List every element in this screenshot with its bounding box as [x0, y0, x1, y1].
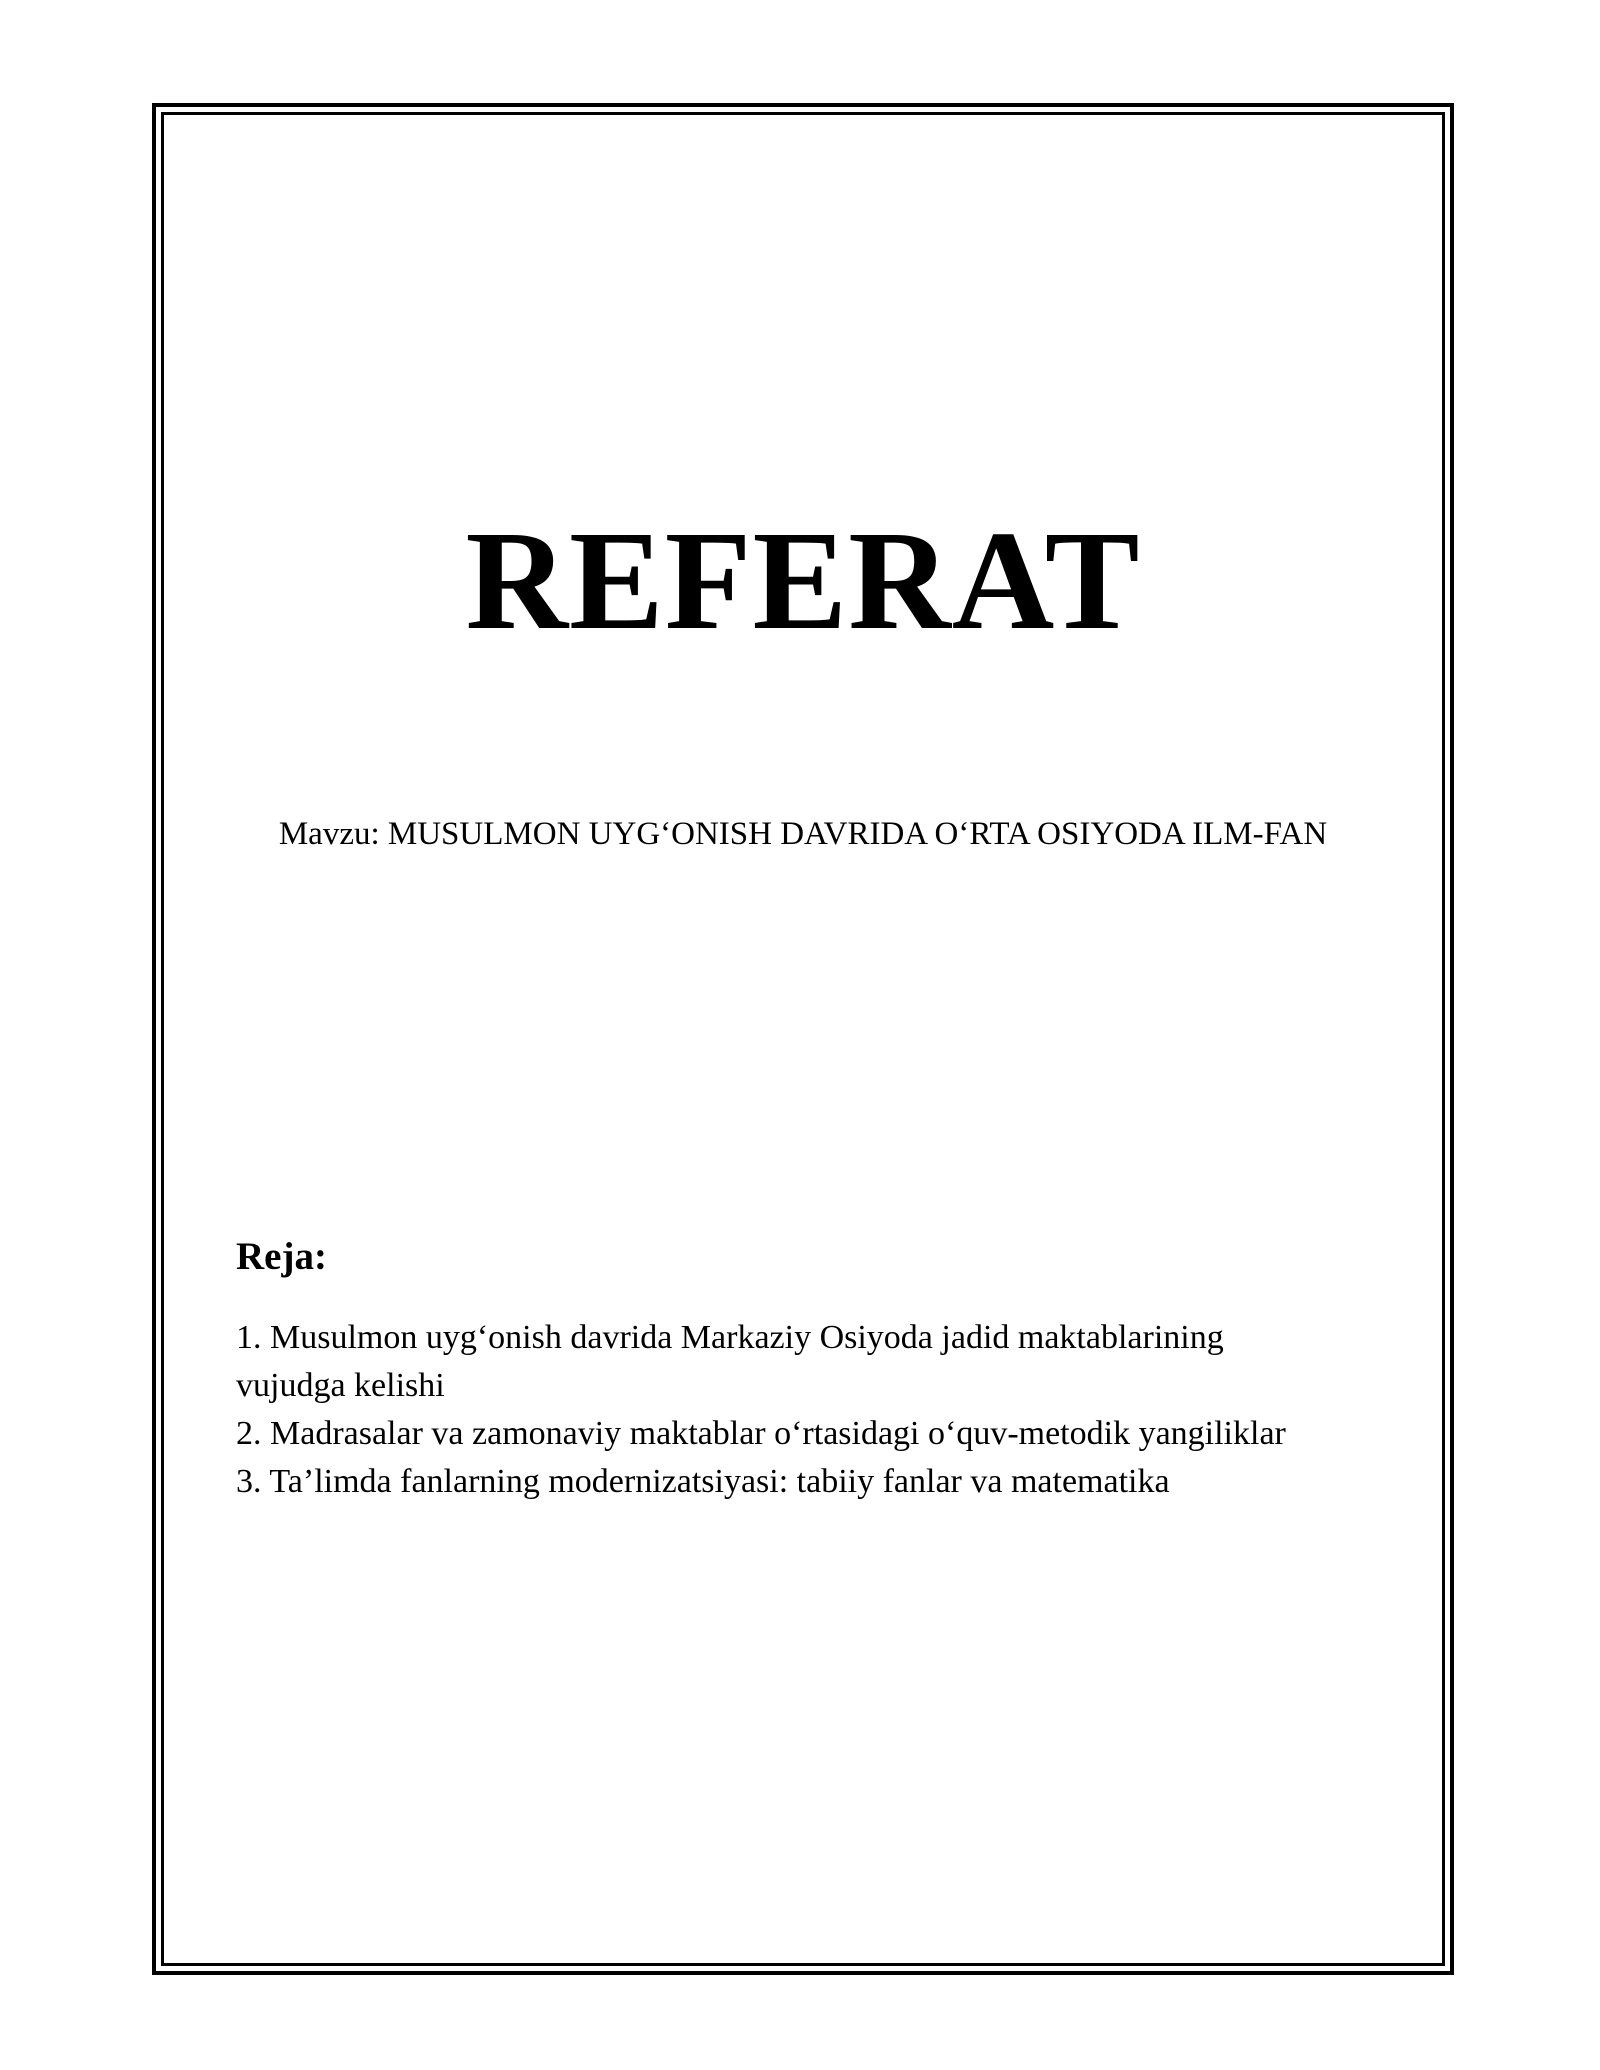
plan-list	[236, 1314, 1336, 1506]
page-border-inner	[161, 112, 1445, 1966]
plan-item: 1. Musulmon uyg‘onish davrida Markaziy Osiyoda jadid maktablarining vujudga kelishi	[236, 1319, 1224, 1404]
plan-item: 3. Ta’limda fanlarning modernizatsiyasi: tabiiy fanlar va matematika	[236, 1463, 1170, 1500]
plan-heading: Reja:	[236, 1235, 327, 1278]
document-title: REFERAT	[465, 501, 1141, 659]
document-topic: Mavzu: MUSULMON UYG‘ONISH DAVRIDA O‘RTA OSIYODA ILM-FAN	[278, 816, 1328, 852]
plan-item: 2. Madrasalar va zamonaviy maktablar o‘rtasidagi o‘quv-metodik yangiliklar	[236, 1415, 1286, 1452]
